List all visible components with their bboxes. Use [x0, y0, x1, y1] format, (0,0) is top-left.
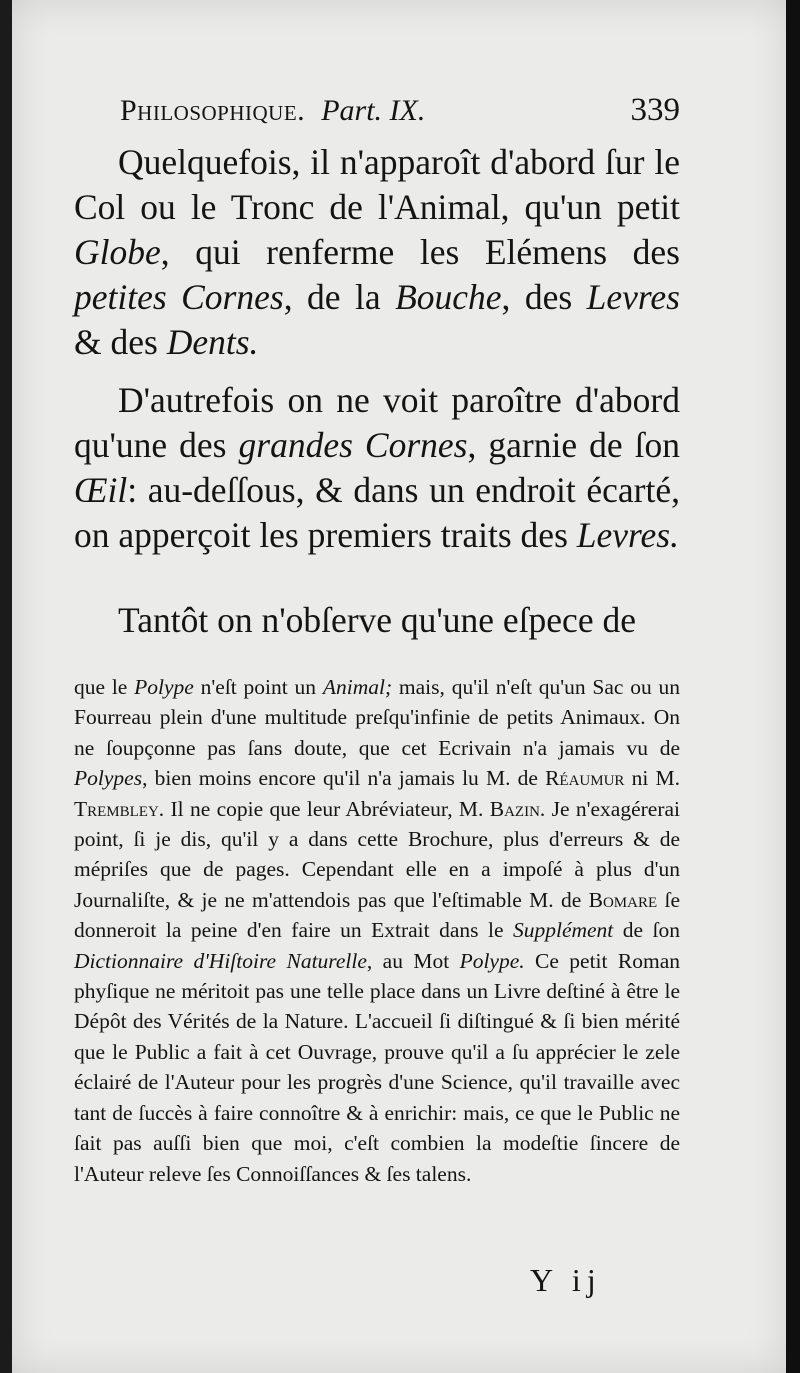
footnote	[74, 672, 680, 1189]
text-run: D'autrefois on ne voit paroître d'abord qu'une des	[74, 380, 680, 465]
italic-term: Levres	[586, 277, 680, 317]
text-run: Quelquefois, il n'apparoît d'abord ſur le Col ou le Tronc de l'Animal, qu'un petit	[74, 142, 680, 227]
text-run: & des	[74, 322, 167, 362]
note-run: Je n'exagérerai point, ſi je dis, qu'il y a dans cette Brochure, plus d'erreurs & de mépriſes que de pages. Cependant elle en a impoſé à plus d'un Journaliſte, & je ne m'attendois pas que l'eſtimable M. de	[74, 796, 680, 912]
note-run: de ſon	[613, 918, 680, 943]
italic-term: Dictionnaire d'Hiſtoire Naturelle	[74, 948, 367, 973]
italic-term: Œil	[74, 470, 128, 510]
italic-term: Bouche	[395, 277, 502, 317]
italic-term: Polype	[134, 675, 194, 699]
text-run: , de la	[283, 277, 396, 317]
text-run: Tantôt on n'obſerve qu'une eſpece de	[118, 600, 636, 640]
note-run: n'eſt point un	[193, 675, 323, 699]
author-name: Réaumur	[545, 766, 625, 791]
author-name: Trembley.	[74, 796, 165, 821]
text-run: , des	[501, 277, 587, 317]
note-run: , au Mot	[366, 948, 460, 973]
paragraph-2	[74, 378, 680, 558]
note-run: que le	[74, 675, 135, 699]
italic-term: grandes Cornes	[238, 425, 468, 465]
author-name: Bomare	[588, 887, 658, 912]
part-label: Part. IX.	[321, 94, 426, 127]
italic-term: Dents.	[166, 322, 259, 362]
italic-term: Globe	[74, 232, 161, 272]
note-run: ni M.	[624, 766, 680, 791]
page-edge-shadow	[786, 0, 800, 1373]
running-header	[120, 92, 680, 129]
running-title: Philosophique.	[120, 94, 306, 127]
text-run: , garnie de ſon	[467, 425, 680, 465]
author-name: Bazin.	[489, 796, 546, 821]
text-run: , qui renferme les Elémens des	[160, 232, 680, 272]
book-page	[12, 0, 788, 1373]
italic-term: Polype.	[459, 948, 525, 973]
note-run: Il ne copie que leur Abréviateur, M.	[164, 796, 490, 821]
italic-term: petites Cornes	[74, 277, 284, 317]
page-number: 339	[630, 92, 680, 128]
italic-term: Supplément	[512, 918, 614, 943]
italic-term: Polypes	[74, 766, 143, 791]
signature-mark: Y ij	[530, 1262, 602, 1298]
italic-term: Animal;	[322, 675, 393, 699]
note-run: mais, qu'il n'eſt qu'un Sac ou un Fourreau plein d'une multitude preſqu'infinie de petits Animaux. On ne ſoupçonne pas ſans doute, que cet Ecrivain n'a jamais vu de	[74, 675, 681, 760]
paragraph-3	[74, 598, 680, 643]
note-run: , bien moins encore qu'il n'a jamais lu M. de	[142, 766, 546, 791]
text-run: : au-deſſous, & dans un endroit écarté, on apperçoit les premiers traits des	[74, 470, 680, 555]
note-run: ſe donneroit la peine d'en faire un Extrait dans le	[74, 887, 680, 943]
italic-term: Levres.	[576, 515, 679, 555]
paragraph-1	[74, 140, 680, 365]
note-run: Ce petit Roman phyſique ne méritoit pas une telle place dans un Livre deſtiné à être le Dépôt des Vérités de la Nature. L'accueil ſi diſtingué & ſi bien mérité que le Public a fait à cet Ouvrage, prouve qu'il a ſu apprécier le zele éclairé de l'Auteur pour les progrès d'une Science, qu'il travaille avec tant de ſuccès à faire connoître & à enrichir: mais, ce que le Public ne ſait pas auſſi bien que moi, c'eſt combien la modeſtie ſincere de l'Auteur releve ſes Connoiſſances & ſes talens.	[74, 948, 680, 1186]
